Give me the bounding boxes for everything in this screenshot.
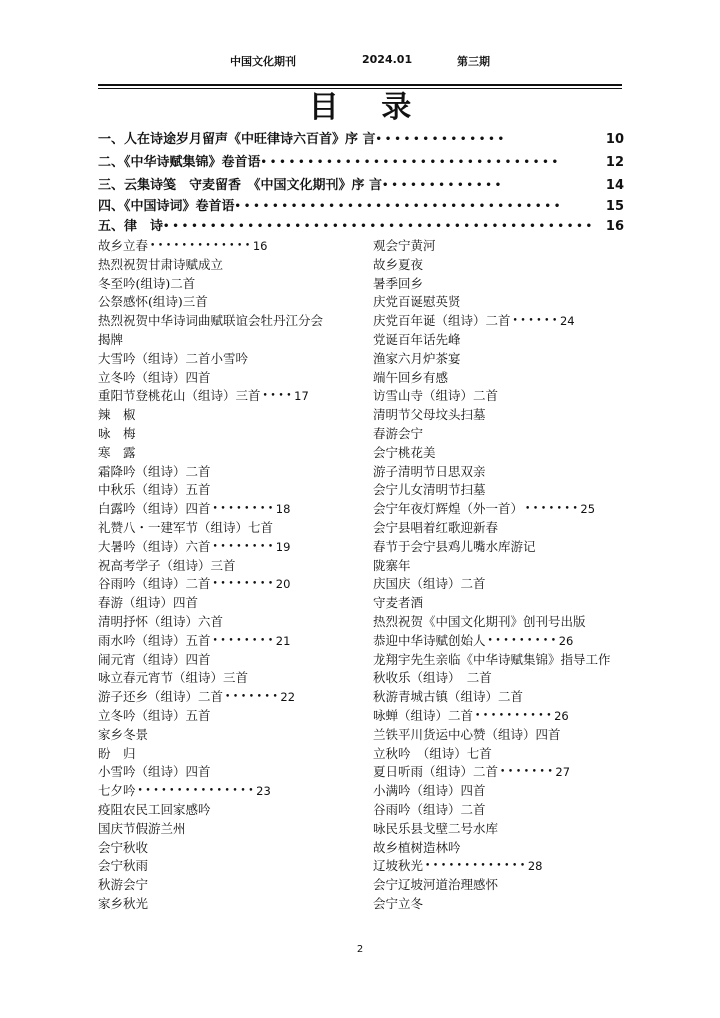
dot-leader: •••••••••••••••: [137, 786, 257, 797]
toc-entry: [98, 256, 343, 275]
entry-title: 中秋乐（组诗）五首: [98, 482, 211, 498]
dot-leader: •••••••: [525, 504, 581, 515]
toc-entry: [373, 444, 623, 463]
toc-entry: [373, 801, 623, 820]
toc-entry: [98, 444, 343, 463]
page-ref: 16: [605, 219, 624, 234]
toc-entry: [373, 369, 623, 388]
entry-title: 一、人在诗途岁月留声《中旺律诗六百首》序 言: [98, 132, 376, 147]
page-ref: 18: [275, 502, 291, 517]
toc-entry: [373, 745, 623, 764]
page-ref: 19: [275, 539, 291, 554]
toc-entry: [98, 575, 343, 594]
entry-title: 故乡立春: [98, 238, 149, 253]
entry-title: 恭迎中华诗赋创始人: [373, 632, 486, 648]
page-ref: 22: [280, 690, 296, 705]
entry-title: 祝高考学子（组诗）三首: [98, 557, 236, 573]
entry-title: 端午回乡有感: [373, 369, 449, 385]
entry-title: 立秋吟 （组诗）七首: [373, 745, 492, 761]
toc-entry: [373, 237, 623, 256]
entry-title: 庆党百诞慰英贤: [373, 294, 461, 310]
entry-title: 礼赞八・一建军节（组诗）七首: [98, 519, 274, 535]
page-title: 目 录: [308, 90, 428, 125]
toc-entry: [373, 763, 623, 782]
entry-title: 庆国庆（组诗）二首: [373, 576, 486, 592]
entry-title: 三、云集诗笺 守麦留香 《中国文化期刊》序 言: [98, 178, 383, 193]
toc-entry: [373, 387, 623, 406]
entry-title: 疫阻农民工回家感吟: [98, 801, 211, 817]
toc-entry: [98, 387, 343, 406]
toc-entry: [98, 331, 343, 350]
toc-entry: [98, 481, 343, 500]
dot-leader: •••••••: [500, 767, 556, 778]
entry-title: 会宁辽坡河道治理感怀: [373, 877, 499, 893]
entry-title: 访雪山寺（组诗）二首: [373, 388, 499, 404]
dot-leader: •••••••••••••: [150, 241, 253, 251]
entry-title: 辽坡秋光: [373, 858, 424, 874]
page-ref: 12: [605, 155, 624, 170]
entry-title: 故乡夏夜: [373, 256, 424, 272]
toc-entry: [373, 632, 623, 651]
entry-title: 观会宁黄河: [373, 238, 436, 253]
toc-entry: [98, 594, 343, 613]
entry-title: 大暑吟（组诗）六首: [98, 538, 211, 554]
entry-title: 立冬吟（组诗）五首: [98, 707, 211, 723]
page-ref: 21: [275, 633, 291, 648]
toc-entry: [373, 293, 623, 312]
toc-entry: [98, 688, 343, 707]
entry-title: 揭牌: [98, 331, 124, 347]
entry-title: 秋收乐（组诗） 二首: [373, 670, 492, 686]
toc-entry: [373, 594, 623, 613]
toc-entry: [373, 726, 623, 745]
entry-title: 霜降吟（组诗）二首: [98, 463, 211, 479]
toc-entry: [98, 613, 343, 632]
entry-title: 寒 露: [98, 444, 136, 460]
entry-title: 闹元宵（组诗）四首: [98, 651, 211, 667]
entry-title: 会宁县唱着红歌迎新春: [373, 519, 499, 535]
dot-leader: ••••••••••••••••••••••••••••••••••••••••••••••: [163, 221, 596, 232]
entry-title: 冬至吟(组诗)二首: [98, 275, 196, 291]
toc-entry: [98, 651, 343, 670]
main-toc-section: [98, 128, 624, 237]
dot-leader: ••••••••: [212, 541, 276, 552]
entry-title: 二、《中华诗赋集锦》卷首语: [98, 155, 261, 170]
entry-title: 春节于会宁县鸡儿嘴水库游记: [373, 538, 536, 554]
toc-main-entry: [98, 128, 624, 151]
dot-leader: •••••••••••••: [425, 861, 528, 872]
toc-entry: [98, 293, 343, 312]
toc-entry: [98, 538, 343, 557]
toc-entry: [98, 557, 343, 576]
entry-title: 清明抒怀（组诗）六首: [98, 613, 224, 629]
entry-title: 秋游会宁: [98, 877, 149, 893]
toc-entry: [98, 350, 343, 369]
dot-leader: •••••••••••••: [382, 180, 505, 191]
toc-main-entry: [98, 174, 624, 197]
entry-title: 热烈祝贺中华诗词曲赋联谊会牡丹江分会: [98, 313, 324, 329]
toc-entry: [373, 688, 623, 707]
entry-title: 七夕吟: [98, 783, 136, 799]
entry-title: 盼 归: [98, 745, 136, 761]
toc-entry: [98, 782, 343, 801]
dot-leader: •••••••: [225, 692, 281, 703]
toc-main-entry: [98, 197, 624, 217]
entry-title: 小雪吟（组诗）四首: [98, 764, 211, 780]
toc-entry: [373, 613, 623, 632]
toc-entry: [373, 557, 623, 576]
toc-entry: [98, 895, 343, 914]
toc-entry: [98, 500, 343, 519]
entry-title: 大雪吟（组诗）二首小雪吟: [98, 350, 249, 366]
toc-entry: [373, 669, 623, 688]
header-rule: [98, 84, 622, 86]
toc-entry: [98, 463, 343, 482]
page-ref: 15: [605, 199, 624, 214]
toc-entry: [98, 632, 343, 651]
toc-entry: [98, 857, 343, 876]
dot-leader: ••••••••••: [475, 710, 555, 721]
toc-entry: [98, 820, 343, 839]
journal-name: 中国文化期刊: [230, 55, 296, 68]
entry-title: 兰铁平川货运中心赞（组诗）四首: [373, 726, 561, 742]
toc-entry: [98, 406, 343, 425]
toc-main-entry: [98, 217, 624, 237]
entry-title: 家乡冬景: [98, 726, 149, 742]
toc-entry: [373, 350, 623, 369]
dot-leader: ••••: [262, 391, 295, 402]
entry-title: 龙翔宇先生亲临《中华诗赋集锦》指导工作: [373, 651, 611, 667]
toc-entry: [98, 237, 343, 256]
entry-title: 谷雨吟（组诗）二首: [98, 576, 211, 592]
toc-entry: [98, 726, 343, 745]
entry-title: 会宁秋雨: [98, 858, 149, 874]
entry-title: 咏立春元宵节（组诗）三首: [98, 670, 249, 686]
dot-leader: ••••••••••••••: [375, 134, 508, 145]
dot-leader: ••••••••: [212, 635, 276, 646]
entry-title: 夏日听雨（组诗）二首: [373, 764, 499, 780]
entry-title: 守麦者酒: [373, 595, 424, 611]
toc-entry: [373, 331, 623, 350]
toc-entry: [98, 763, 343, 782]
entry-title: 立冬吟（组诗）四首: [98, 369, 211, 385]
entry-title: 会宁桃花美: [373, 444, 436, 460]
entry-title: 清明节父母坟头扫墓: [373, 407, 486, 423]
dot-leader: ••••••••: [212, 579, 276, 590]
page-ref: 23: [256, 784, 271, 799]
issue-number: 第三期: [457, 55, 490, 68]
entry-title: 国庆节假游兰州: [98, 820, 186, 836]
toc-entry: [98, 369, 343, 388]
page-ref: 24: [559, 314, 575, 329]
entry-title: 热烈祝贺甘肃诗赋成立: [98, 256, 224, 272]
toc-entry: [373, 707, 623, 726]
toc-entry: [98, 312, 343, 331]
toc-entry: [373, 575, 623, 594]
dot-leader: ••••••: [512, 316, 560, 327]
toc-main-entry: [98, 151, 624, 174]
entry-title: 故乡植树造林吟: [373, 839, 461, 855]
toc-entry: [373, 463, 623, 482]
toc-entry: [373, 820, 623, 839]
toc-entry: [98, 425, 343, 444]
entry-title: 游子还乡（组诗）二首: [98, 689, 224, 705]
page-ref: 14: [605, 178, 624, 193]
toc-entry: [373, 481, 623, 500]
entry-title: 白露吟（组诗）四首: [98, 501, 211, 517]
toc-right-column: [373, 237, 623, 914]
entry-title: 雨水吟（组诗）五首: [98, 632, 211, 648]
entry-title: 四、《中国诗词》卷首语: [98, 199, 235, 214]
page-ref: 16: [252, 239, 268, 253]
entry-title: 咏蝉（组诗）二首: [373, 707, 474, 723]
page-header: [0, 50, 720, 70]
toc-entry: [373, 275, 623, 294]
page-ref: 25: [580, 502, 596, 517]
dot-leader: ••••••••: [212, 504, 276, 515]
toc-entry: [98, 707, 343, 726]
toc-entry: [373, 782, 623, 801]
toc-entry: [373, 876, 623, 895]
entry-title: 党诞百年话先峰: [373, 331, 461, 347]
entry-title: 渔家六月炉茶宴: [373, 350, 461, 366]
toc-entry: [373, 256, 623, 275]
dot-leader: •••••••••: [487, 635, 559, 646]
entry-title: 家乡秋光: [98, 895, 149, 911]
entry-title: 咏民乐县戈壁二号水库: [373, 820, 499, 836]
issue-date: 2024.01: [362, 53, 413, 66]
toc-entry: [373, 500, 623, 519]
entry-title: 游子清明节日思双亲: [373, 463, 486, 479]
toc-left-column: [98, 237, 343, 914]
entry-title: 秋游青城古镇（组诗）二首: [373, 689, 524, 705]
page-ref: 27: [555, 765, 571, 780]
entry-title: 咏 梅: [98, 425, 136, 441]
toc-entry: [98, 275, 343, 294]
entry-title: 热烈祝贺《中国文化期刊》创刊号出版: [373, 613, 586, 629]
entry-title: 谷雨吟（组诗）二首: [373, 801, 486, 817]
entry-title: 公祭感怀(组诗)三首: [98, 294, 208, 310]
toc-entry: [98, 801, 343, 820]
toc-entry: [373, 312, 623, 331]
entry-title: 春游会宁: [373, 425, 424, 441]
entry-title: 陇寨年: [373, 557, 411, 573]
page-ref: 26: [558, 633, 574, 648]
page-ref: 26: [554, 708, 569, 723]
entry-title: 五、律 诗: [98, 219, 164, 234]
toc-entry: [98, 839, 343, 858]
dot-leader: •••••••••••••••••••••••••••••••••••: [234, 201, 564, 212]
dot-leader: ••••••••••••••••••••••••••••••••: [260, 157, 562, 168]
entry-title: 庆党百年诞（组诗）二首: [373, 313, 511, 329]
page-ref: 10: [605, 132, 624, 147]
toc-entry: [373, 857, 623, 876]
entry-title: 会宁儿女清明节扫墓: [373, 482, 486, 498]
toc-entry: [373, 425, 623, 444]
entry-title: 暑季回乡: [373, 275, 424, 291]
toc-entry: [98, 876, 343, 895]
toc-entry: [373, 538, 623, 557]
entry-title: 春游（组诗）四首: [98, 595, 199, 611]
toc-entry: [373, 895, 623, 914]
entry-title: 重阳节登桃花山（组诗）三首: [98, 388, 261, 404]
toc-entry: [98, 745, 343, 764]
toc-entry: [373, 519, 623, 538]
page-number: 2: [356, 944, 364, 955]
entry-title: 会宁立冬: [373, 895, 424, 911]
page-ref: 28: [527, 859, 543, 874]
entry-title: 会宁年夜灯辉煌（外一首）: [373, 501, 524, 517]
entry-title: 会宁秋收: [98, 839, 149, 855]
toc-entry: [373, 406, 623, 425]
toc-entry: [373, 651, 623, 670]
page-ref: 20: [275, 577, 291, 592]
toc-entry: [373, 839, 623, 858]
page-ref: 17: [294, 389, 309, 404]
entry-title: 辣 椒: [98, 407, 136, 423]
entry-title: 小满吟（组诗）四首: [373, 783, 486, 799]
toc-entry: [98, 519, 343, 538]
toc-entry: [98, 669, 343, 688]
